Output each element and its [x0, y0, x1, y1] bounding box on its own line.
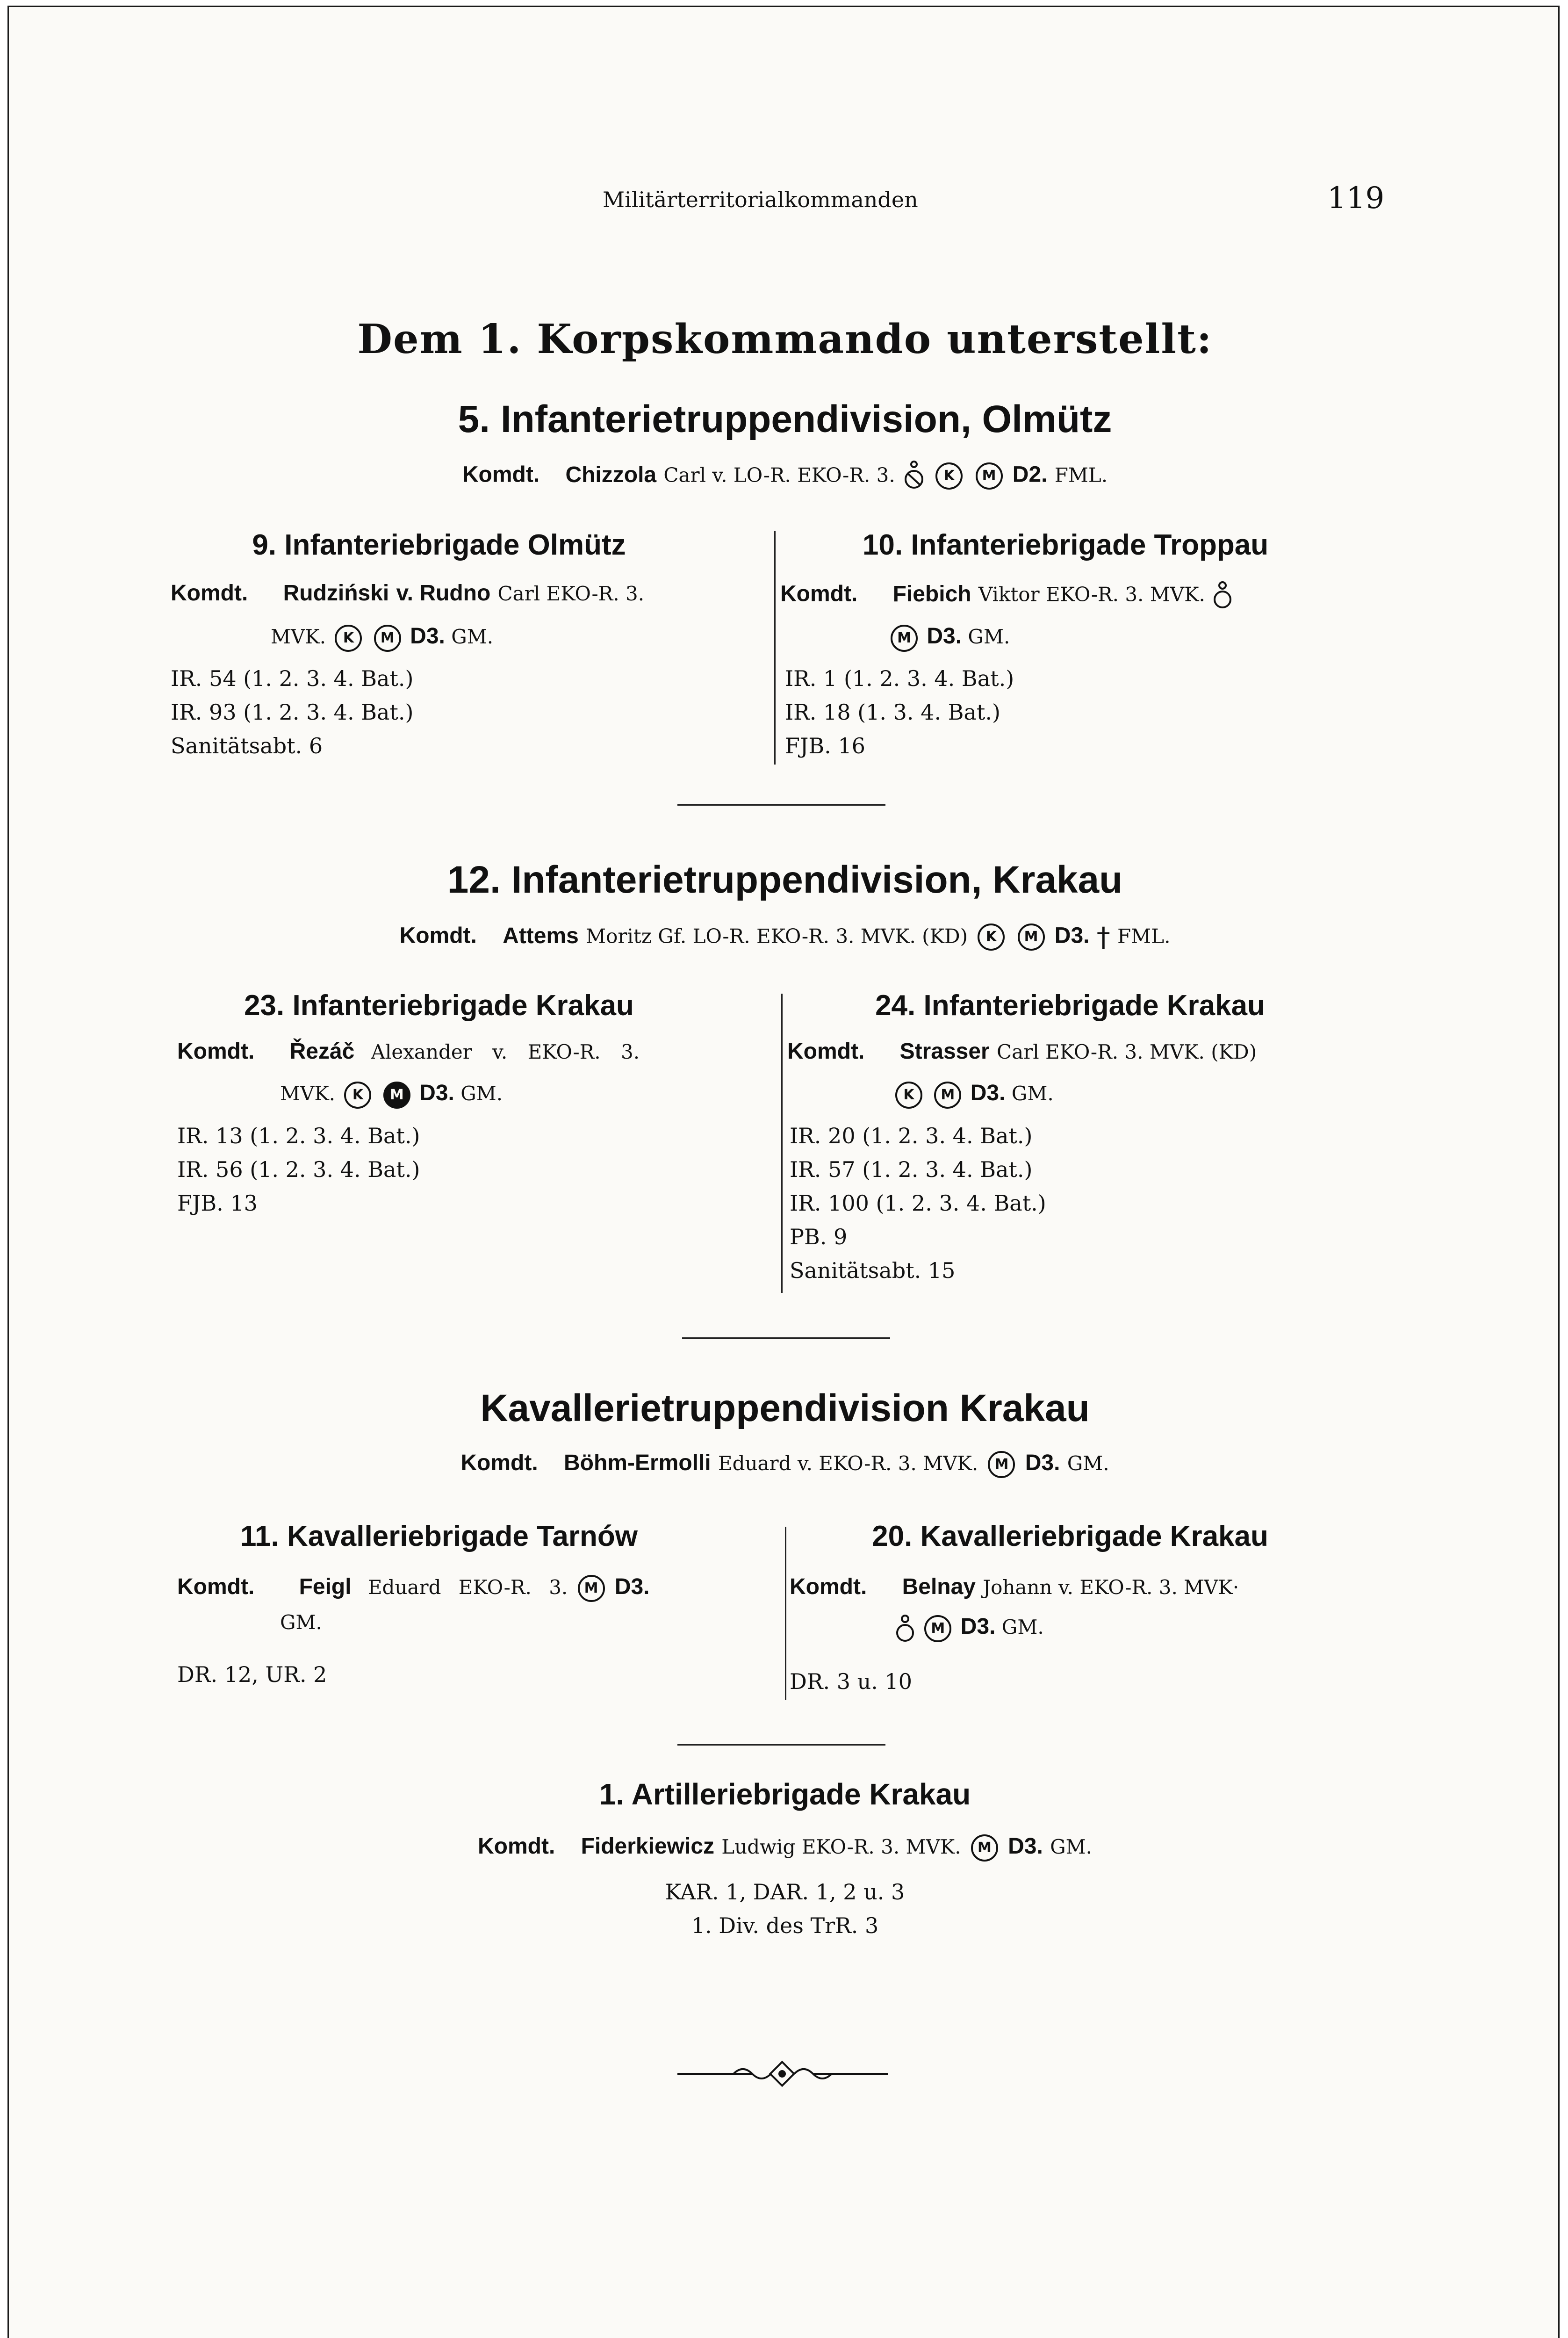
div12-commander: [9, 921, 1560, 953]
commander-name: Fiebich: [892, 581, 971, 606]
brigade-24-commander: [787, 1038, 1257, 1064]
unit-line: IR. 20 (1. 2. 3. 4. Bat.): [790, 1123, 1033, 1148]
commander-name: Fiderkiewicz: [581, 1834, 715, 1859]
brigade-9-commander: [171, 580, 644, 606]
unit-line: DR. 3 u. 10: [790, 1669, 913, 1694]
unit-line: FJB. 16: [785, 733, 865, 758]
m-badge-icon: M: [891, 625, 918, 652]
kav-commander: [9, 1450, 1560, 1478]
unit-line: 1. Div. des TrR. 3: [691, 1913, 879, 1938]
brigade-11-commander: [177, 1573, 650, 1602]
komdt-label: Komdt.: [177, 1574, 255, 1599]
commander-details: Carl v. LO-R. EKO-R. 3.: [663, 463, 895, 487]
commander-details: Carl EKO-R. 3.: [497, 582, 645, 605]
column-divider: [774, 531, 776, 765]
komdt-label: Komdt.: [790, 1574, 867, 1599]
commander-details: Eduard EKO-R. 3.: [367, 1576, 568, 1599]
brigade-20-units: [790, 1665, 912, 1698]
kav-title: Kavallerietruppendivision Krakau: [480, 1387, 1090, 1429]
rank: GM.: [1011, 1082, 1054, 1105]
order-icon: [902, 462, 933, 488]
komdt-label: Komdt.: [460, 1450, 538, 1475]
rank: GM.: [1001, 1616, 1044, 1638]
unit-line: Sanitätsabt. 6: [171, 733, 323, 758]
unit-line: IR. 56 (1. 2. 3. 4. Bat.): [177, 1157, 420, 1182]
commander-details: Alexander v. EKO-R. 3.: [371, 1040, 640, 1063]
m-badge-icon: M: [934, 1082, 961, 1109]
m-badge-icon: M: [578, 1575, 605, 1602]
brigade-10-commander: [780, 580, 1233, 611]
brigade-20-commander-line2: [895, 1613, 1044, 1644]
brigade-20-title: 20. Kavalleriebrigade Krakau: [872, 1520, 1268, 1552]
unit-line: PB. 9: [790, 1224, 848, 1249]
unit-line: IR. 54 (1. 2. 3. 4. Bat.): [171, 666, 414, 691]
commander-name: Böhm-Ermolli: [563, 1450, 711, 1475]
unit-line: IR. 13 (1. 2. 3. 4. Bat.): [177, 1123, 420, 1148]
commander-details: Ludwig EKO-R. 3. MVK.: [721, 1835, 961, 1858]
brigade-11-title: 11. Kavalleriebrigade Tarnów: [240, 1520, 638, 1552]
brigade-9-units: [171, 662, 413, 763]
decoration-mvk: MVK.: [280, 1082, 336, 1105]
section-divider: [677, 804, 885, 806]
div5-commander: [9, 460, 1560, 492]
commander-name: Belnay: [902, 1574, 976, 1599]
commander-details: Eduard v. EKO-R. 3. MVK.: [718, 1452, 978, 1475]
div5-title: 5. Infanterietruppendivision, Olmütz: [458, 398, 1112, 440]
rank: FML.: [1054, 463, 1108, 487]
rank: GM.: [968, 625, 1010, 648]
commander-details: Moritz Gf. LO-R. EKO-R. 3. MVK. (KD): [586, 924, 968, 948]
decoration-mvk: MVK.: [271, 625, 326, 648]
rank: GM.: [460, 1082, 503, 1105]
page-sheet: [7, 6, 1560, 2338]
commander-name: Rudziński: [283, 581, 389, 606]
m-badge-icon: M: [374, 625, 401, 652]
brigade-10-units: [785, 662, 1014, 763]
brigade-24-title: 24. Infanteriebrigade Krakau: [875, 989, 1265, 1022]
unit-line: IR. 18 (1. 3. 4. Bat.): [785, 700, 1000, 725]
ornament-divider-icon: [677, 2060, 888, 2090]
section-divider: [682, 1337, 890, 1339]
brigade-23-commander-line2: [280, 1080, 503, 1109]
komdt-label: Komdt.: [171, 581, 248, 606]
m-badge-icon: M: [976, 462, 1003, 490]
unit-line: IR. 100 (1. 2. 3. 4. Bat.): [790, 1191, 1046, 1216]
m-badge-icon: M: [924, 1615, 951, 1642]
decoration-d: D3.: [419, 1081, 454, 1105]
rank: FML.: [1117, 924, 1171, 948]
brigade-23-units: [177, 1119, 420, 1220]
brigade-10-commander-line2: [888, 623, 1010, 652]
k-badge-icon: K: [335, 625, 362, 652]
unit-line: IR. 57 (1. 2. 3. 4. Bat.): [790, 1157, 1033, 1182]
art-commander: [9, 1833, 1560, 1862]
brigade-23-commander: [177, 1038, 640, 1064]
order-icon: [895, 1616, 921, 1638]
k-badge-icon: K: [344, 1082, 371, 1109]
m-badge-icon: M: [971, 1834, 998, 1862]
m-badge-icon: M: [383, 1082, 410, 1109]
k-badge-icon: K: [978, 924, 1005, 951]
decoration-d: D2.: [1012, 462, 1048, 487]
commander-name: Attems: [503, 923, 579, 948]
brigade-9-title: 9. Infanteriebrigade Olmütz: [252, 529, 626, 561]
commander-name: Řezáč: [289, 1039, 355, 1064]
unit-line: IR. 1 (1. 2. 3. 4. Bat.): [785, 666, 1014, 691]
komdt-label: Komdt.: [462, 462, 540, 487]
commander-name-extra: v. Rudno: [396, 581, 491, 606]
main-title: Dem 1. Korpskommando unterstellt:: [357, 316, 1213, 363]
section-divider: [677, 1744, 885, 1746]
brigade-11-units: [177, 1658, 327, 1691]
komdt-label: Komdt.: [780, 581, 858, 606]
rank: GM.: [1067, 1452, 1109, 1475]
unit-line: FJB. 13: [177, 1191, 258, 1216]
art-title: 1. Artilleriebrigade Krakau: [599, 1777, 971, 1811]
page-number: 119: [1327, 181, 1385, 216]
commander-details: Viktor EKO-R. 3. MVK.: [978, 583, 1205, 606]
brigade-24-units: [790, 1119, 1046, 1287]
decoration-d: D3.: [1025, 1450, 1060, 1475]
unit-line: DR. 12, UR. 2: [177, 1662, 327, 1687]
div12-title: 12. Infanterietruppendivision, Krakau: [447, 859, 1123, 901]
art-units: [9, 1875, 1560, 1942]
column-divider: [785, 1527, 786, 1700]
order-icon: [1212, 581, 1233, 607]
brigade-11-rank: GM.: [280, 1611, 322, 1634]
commander-name: Strasser: [899, 1039, 990, 1064]
decoration-d: D3.: [1008, 1834, 1043, 1859]
brigade-23-title: 23. Infanteriebrigade Krakau: [244, 989, 634, 1022]
k-badge-icon: K: [935, 462, 963, 490]
m-badge-icon: M: [988, 1451, 1015, 1478]
decoration-d: D3.: [410, 624, 445, 649]
unit-line: IR. 93 (1. 2. 3. 4. Bat.): [171, 700, 414, 725]
decoration-d: D3.: [1054, 923, 1090, 948]
column-divider: [781, 994, 783, 1293]
brigade-20-commander: [790, 1573, 1239, 1600]
m-badge-icon: M: [1018, 924, 1045, 951]
commander-name: Feigl: [299, 1574, 352, 1599]
k-badge-icon: K: [895, 1082, 922, 1109]
running-title: Militärterritorialkommanden: [603, 187, 918, 212]
commander-details: Johann v. EKO-R. 3. MVK·: [983, 1576, 1239, 1599]
cross-icon: †: [1096, 921, 1110, 953]
komdt-label: Komdt.: [477, 1834, 555, 1859]
rank: GM.: [451, 625, 494, 648]
brigade-24-commander-line2: [892, 1080, 1054, 1109]
unit-line: KAR. 1, DAR. 1, 2 u. 3: [665, 1879, 905, 1905]
commander-name: Chizzola: [565, 462, 657, 487]
brigade-9-commander-line2: [271, 623, 493, 652]
komdt-label: Komdt.: [399, 923, 477, 948]
rank: GM.: [1050, 1835, 1093, 1858]
brigade-10-title: 10. Infanteriebrigade Troppau: [862, 529, 1269, 561]
decoration-d: D3.: [927, 624, 962, 649]
komdt-label: Komdt.: [177, 1039, 255, 1064]
komdt-label: Komdt.: [787, 1039, 865, 1064]
commander-details: Carl EKO-R. 3. MVK. (KD): [996, 1040, 1257, 1063]
decoration-d: D3.: [614, 1574, 650, 1599]
unit-line: Sanitätsabt. 15: [790, 1258, 956, 1283]
decoration-d: D3.: [960, 1614, 996, 1639]
decoration-d: D3.: [970, 1081, 1006, 1105]
